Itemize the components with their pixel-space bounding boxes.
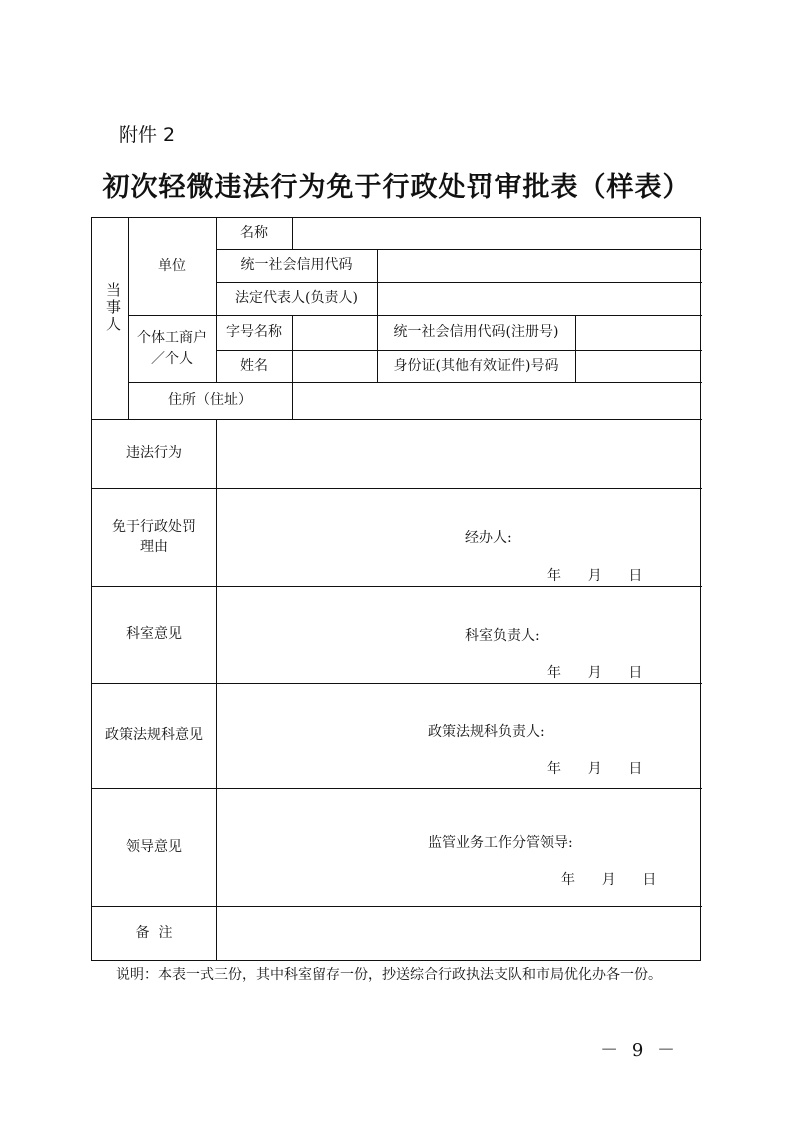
violation-field[interactable] bbox=[216, 419, 702, 488]
name-field[interactable] bbox=[292, 218, 702, 249]
policy-head-label: 政策法规科负责人: bbox=[428, 724, 545, 740]
approval-form-table bbox=[91, 217, 701, 961]
policy-opinion-label: 政策法规科意见 bbox=[105, 727, 203, 744]
address-label: 住所（住址） bbox=[168, 392, 252, 409]
violation-label: 违法行为 bbox=[126, 445, 182, 462]
legal-rep-label: 法定代表人(负责人) bbox=[235, 290, 358, 307]
person-name-label: 姓名 bbox=[240, 357, 268, 374]
address-field[interactable] bbox=[292, 382, 702, 419]
section-head-label: 科室负责人: bbox=[465, 628, 540, 644]
leader-label: 监管业务工作分管领导: bbox=[428, 835, 573, 851]
credit-code-field[interactable] bbox=[377, 249, 702, 282]
leader-opinion-date: 年 月 日 bbox=[561, 872, 657, 888]
party-label: 当事人 bbox=[104, 282, 122, 333]
remarks-label: 备 注 bbox=[135, 924, 173, 941]
id-card-label: 身份证(其他有效证件)号码 bbox=[393, 357, 559, 374]
handler-label: 经办人: bbox=[465, 530, 512, 546]
credit-code-reg-label: 统一社会信用代码(注册号) bbox=[393, 324, 559, 341]
id-card-field[interactable] bbox=[575, 350, 702, 382]
section-opinion-label: 科室意见 bbox=[126, 626, 182, 643]
unit-label: 单位 bbox=[158, 258, 186, 275]
trade-name-field[interactable] bbox=[292, 315, 377, 350]
name-label: 名称 bbox=[240, 225, 268, 242]
exemption-date: 年 月 日 bbox=[547, 568, 643, 584]
section-opinion-date: 年 月 日 bbox=[547, 665, 643, 681]
attachment-label: 附件 2 bbox=[119, 124, 176, 146]
policy-opinion-date: 年 月 日 bbox=[547, 761, 643, 777]
form-note: 说明：本表一式三份，其中科室留存一份，抄送综合行政执法支队和市局优化办各一份。 bbox=[116, 967, 662, 983]
trade-name-label: 字号名称 bbox=[226, 324, 282, 341]
exemption-reason-label: 免于行政处罚理由 bbox=[112, 518, 196, 555]
leader-opinion-label: 领导意见 bbox=[126, 838, 182, 855]
legal-rep-field[interactable] bbox=[377, 282, 702, 315]
individual-label: 个体工商户／个人 bbox=[137, 330, 207, 367]
document-title: 初次轻微违法行为免于行政处罚审批表（样表） bbox=[102, 172, 691, 203]
credit-code-label: 统一社会信用代码 bbox=[240, 257, 353, 274]
credit-code-reg-field[interactable] bbox=[575, 315, 702, 350]
page-number: － 9 － bbox=[600, 1040, 679, 1061]
remarks-field[interactable] bbox=[216, 906, 702, 960]
person-name-field[interactable] bbox=[292, 350, 377, 382]
